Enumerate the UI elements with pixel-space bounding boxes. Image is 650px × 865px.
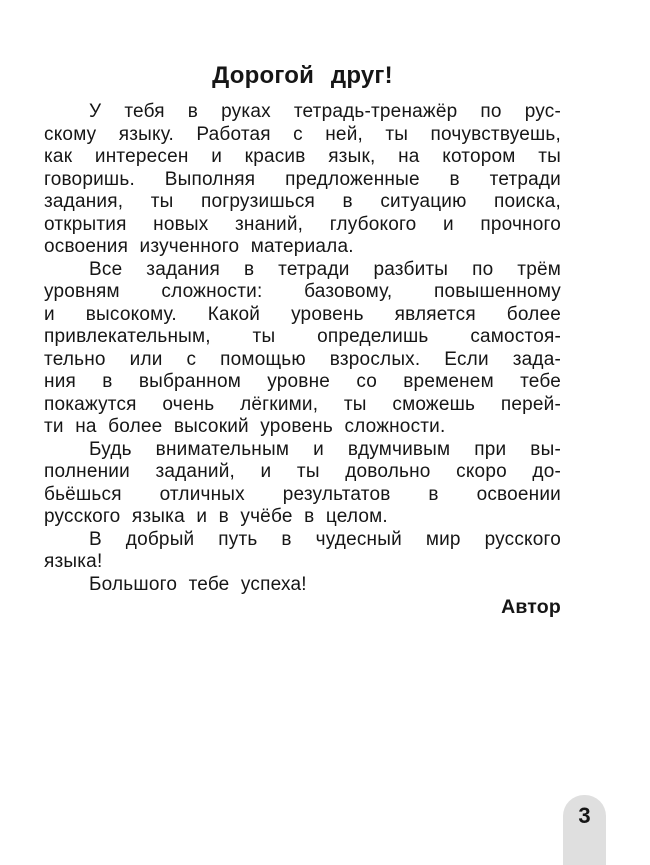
text-line: языка! [44,551,103,572]
text-line: ти на более высокий уровень сложности. [44,416,446,437]
text-line: открытия новых знаний, глубокого и прочного [44,213,561,235]
text-line: покажутся очень лёгкими, ты сможешь перей- [44,393,561,415]
text-line: бьёшься отличных результатов в освоении [44,483,561,505]
text-line: русского языка и в учёбе в целом. [44,506,388,527]
text-line: скому языку. Работая с ней, ты почувствуешь, [44,123,561,145]
text-line: У тебя в руках тетрадь-тренажёр по рус- [89,101,561,122]
page-number-tab [563,795,606,865]
text-line: задания, ты погрузишься в ситуацию поиска, [44,191,561,212]
text-line: В добрый путь в чудесный мир русского [89,528,561,550]
text-line: говоришь. Выполняя предложенные в тетради [44,168,561,190]
text-line: и высокому. Какой уровень является более [44,303,561,325]
text-line: ния в выбранном уровне со временем тебе [44,371,561,392]
body-text [44,101,561,596]
text-line: привлекательным, ты определишь самостоя- [44,326,561,347]
text-line: как интересен и красив язык, на котором ты [44,146,561,167]
author-signature: Автор [501,596,561,618]
text-line: полнении заданий, и ты довольно скоро до- [44,461,561,482]
text-line: Будь внимательным и вдумчивым при вы- [89,438,561,460]
text-line: Все задания в тетради разбиты по трём [89,258,561,280]
text-line: освоения изученного материала. [44,236,354,257]
text-line: уровням сложности: базовому, повышенному [44,281,561,302]
text-line: тельно или с помощью взрослых. Если зада- [44,348,561,370]
text-line: Большого тебе успеха! [89,573,307,595]
page-number: 3 [578,803,591,828]
page-title: Дорогой друг! [212,62,393,89]
